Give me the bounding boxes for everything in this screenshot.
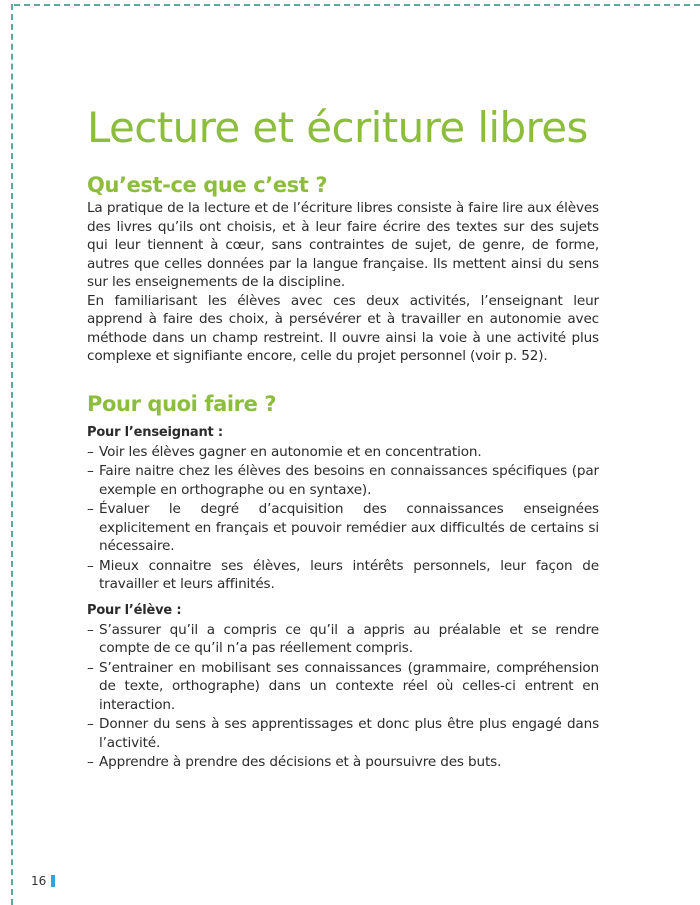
list-item: – Donner du sens à ses apprentissages et donc plus être plus engagé dans l’activité. — [87, 715, 599, 752]
dashed-border-left — [11, 4, 13, 905]
list-item: – Apprendre à prendre des décisions et à poursuivre des buts. — [87, 753, 599, 772]
dashed-border-top — [14, 4, 700, 6]
student-label: Pour l’élève : — [87, 602, 182, 618]
list-item: – Évaluer le degré d’acquisition des connaissances enseignées explicitement en français et pouvoir remédier aux difficultés de certains si nécessaire. — [87, 500, 599, 556]
section-heading-why: Pour quoi faire ? — [87, 391, 277, 416]
page-title: Lecture et écriture libres — [87, 103, 588, 152]
page-marker-bar — [51, 875, 55, 887]
section-heading-what: Qu’est-ce que c’est ? — [87, 173, 328, 197]
page-footer — [31, 873, 55, 889]
familiarization-paragraph: En familiarisant les élèves avec ces deux activités, l’enseignant leur apprend à faire des choix, à persévérer et à travailler en autonomie avec méthode dans un champ restreint. Il ouvre ainsi la voie à une activité plus complexe et signifiante encore, celle du projet personnel (voir p. 52). — [87, 292, 599, 364]
teacher-label: Pour l’enseignant : — [87, 424, 223, 440]
page-number: 16 — [31, 874, 47, 888]
student-list — [87, 621, 599, 772]
teacher-list — [87, 443, 599, 594]
list-item: – S’assurer qu’il a compris ce qu’il a appris au préalable et se rendre compte de ce qu’il n’a pas réellement compris. — [87, 621, 599, 658]
list-item: – Voir les élèves gagner en autonomie et en concentration. — [87, 443, 599, 462]
intro-paragraph: La pratique de la lecture et de l’écriture libres consiste à faire lire aux élèves des livres qu’ils ont choisis, et à leur faire écrire des textes sur des sujets qui leur tiennent à cœur, sans contraintes de sujet, de genre, de forme, autres que celles données par la langue française. Ils mettent ainsi du sens sur les enseignements de la discipline. — [87, 200, 599, 290]
list-item: – Mieux connaitre ses élèves, leurs intérêts personnels, leur façon de travailler et leurs affinités. — [87, 557, 599, 594]
page-content — [87, 100, 599, 773]
list-item: – S’entrainer en mobilisant ses connaissances (grammaire, compréhension de texte, orthographe) dans un contexte réel où celles-ci entrent en interaction. — [87, 659, 599, 715]
list-item: – Faire naitre chez les élèves des besoins en connaissances spécifiques (par exemple en orthographe ou en syntaxe). — [87, 462, 599, 499]
